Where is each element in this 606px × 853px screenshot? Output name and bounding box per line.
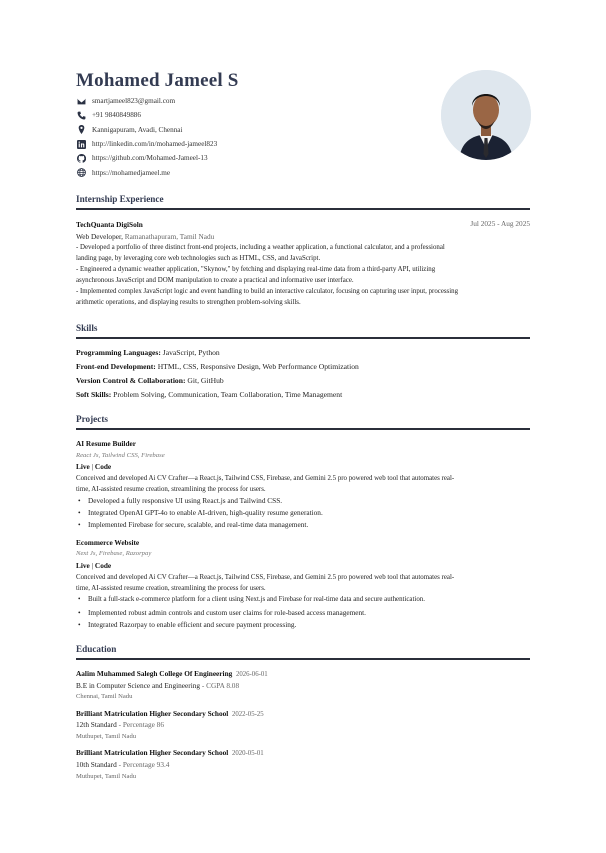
skill-label: Programming Languages: xyxy=(76,348,161,357)
education-place: Chennai, Tamil Nadu xyxy=(76,693,133,700)
linkedin-icon xyxy=(76,139,86,149)
email-icon xyxy=(76,96,86,106)
education-score: CGPA 8.08 xyxy=(206,681,240,690)
section-title-skills: Skills xyxy=(76,323,98,333)
contact-text: https://github.com/Mohamed-Jameel-13 xyxy=(92,154,208,163)
project-code-link[interactable]: Code xyxy=(94,561,112,570)
internship-company: TechQuanta DigiSoln xyxy=(76,220,143,229)
contact-text: http://linkedin.com/in/mohamed-jameel823 xyxy=(92,140,218,149)
skill-row xyxy=(76,375,224,386)
bullet-text: Built a full-stack e-commerce platform for a client using Next.js and Firebase for real-time data and secure authentication. xyxy=(88,596,425,603)
project-live-link[interactable]: Live xyxy=(76,462,90,471)
contact-website[interactable] xyxy=(76,165,217,179)
section-divider xyxy=(76,337,530,339)
internship-role-line: Web Developer, Ramanathapuram, Tamil Nadu xyxy=(76,232,215,241)
link-separator: | xyxy=(91,561,94,570)
bullet-text: Integrated OpenAI GPT-4o to enable AI-driven, high-quality resume generation. xyxy=(88,508,323,517)
contact-text: Kannigapuram, Avadi, Chennai xyxy=(92,125,183,134)
skill-row xyxy=(76,347,220,358)
education-date: 2022-05-25 xyxy=(231,711,264,718)
skill-label: Version Control & Collaboration: xyxy=(76,376,186,385)
project-live-link[interactable]: Live xyxy=(76,561,90,570)
contact-location xyxy=(76,123,217,137)
contact-linkedin[interactable] xyxy=(76,137,217,151)
internship-line: - Developed a portfolio of three distinct front-end projects, including a weather application, a functional calculator, and a professional xyxy=(76,244,445,251)
skill-row xyxy=(76,389,342,400)
contact-text: smartjameel823@gmail.com xyxy=(92,97,176,106)
project-title: AI Resume Builder xyxy=(76,439,136,448)
education-school: Brilliant Matriculation Higher Secondary School xyxy=(76,748,229,757)
internship-role: Web Developer xyxy=(76,232,122,241)
skill-value: JavaScript, Python xyxy=(162,348,220,357)
bullet-text: Developed a fully responsive UI using React.js and Tailwind CSS. xyxy=(88,496,283,505)
education-degree-line: 10th Standard - Percentage 93.4 xyxy=(76,760,170,769)
skill-value: Problem Solving, Communication, Team Collaboration, Time Management xyxy=(113,390,343,399)
education-school: Brilliant Matriculation Higher Secondary School xyxy=(76,709,229,718)
section-title-education: Education xyxy=(76,644,117,654)
bullet-text: Integrated Razorpay to enable efficient and secure payment processing. xyxy=(88,620,297,629)
education-degree: 12th Standard xyxy=(76,720,117,729)
section-title-internship: Internship Experience xyxy=(76,194,164,204)
skill-row xyxy=(76,361,359,372)
education-date: 2026-06-01 xyxy=(235,671,268,678)
contact-list xyxy=(76,94,217,180)
contact-text: https://mohamedjameel.me xyxy=(92,168,171,177)
education-degree: 10th Standard xyxy=(76,760,117,769)
project-links xyxy=(76,560,111,571)
bullet-text: Implemented robust admin controls and custom user claims for role-based access management. xyxy=(88,608,367,617)
education-degree: B.E in Computer Science and Engineering xyxy=(76,681,201,690)
section-divider xyxy=(76,658,530,660)
education-entry xyxy=(76,747,264,759)
project-tech: React Js, Tailwind CSS, Firebase xyxy=(76,452,165,459)
internship-line: arithmetic operations, and displaying results to strengthen problem-solving skills. xyxy=(76,299,301,306)
education-score: Percentage 86 xyxy=(122,720,164,729)
project-code-link[interactable]: Code xyxy=(94,462,112,471)
section-divider xyxy=(76,208,530,210)
phone-icon xyxy=(76,110,86,120)
education-place: Muthupet, Tamil Nadu xyxy=(76,733,137,740)
project-tech: Next Js, Firebase, Razorpay xyxy=(76,550,152,557)
resume-name: Mohamed Jameel S xyxy=(76,70,239,91)
internship-line: - Implemented complex JavaScript logic and event handling to build an interactive calculator, focusing on capturing user input, processing xyxy=(76,288,459,295)
github-icon xyxy=(76,153,86,163)
section-title-projects: Projects xyxy=(76,414,108,424)
skill-label: Front-end Development: xyxy=(76,362,156,371)
globe-icon xyxy=(76,168,86,178)
contact-email[interactable] xyxy=(76,94,217,108)
education-degree-line: B.E in Computer Science and Engineering - CGPA 8.08 xyxy=(76,681,240,690)
link-separator: | xyxy=(91,462,94,471)
project-description: time, AI-assisted resume creation, streamlining the process for users. xyxy=(76,585,266,592)
education-score: Percentage 93.4 xyxy=(122,760,170,769)
project-description: time, AI-assisted resume creation, streamlining the process for users. xyxy=(76,486,266,493)
skill-value: HTML, CSS, Responsive Design, Web Performance Optimization xyxy=(157,362,359,371)
contact-phone[interactable] xyxy=(76,108,217,122)
education-degree-line: 12th Standard - Percentage 86 xyxy=(76,720,164,729)
education-date: 2020-05-01 xyxy=(231,750,264,757)
location-icon xyxy=(76,125,86,135)
skill-value: Git, GitHub xyxy=(187,376,224,385)
contact-github[interactable] xyxy=(76,151,217,165)
section-divider xyxy=(76,428,530,430)
bullet-text: Implemented Firebase for secure, scalable, and real-time data management. xyxy=(88,520,309,529)
skill-label: Soft Skills: xyxy=(76,390,112,399)
contact-text: +91 9840849886 xyxy=(92,111,141,120)
education-school: Aalim Muhammed Salegh College Of Engineering xyxy=(76,669,233,678)
internship-line: - Engineered a dynamic weather application, "Skynow," by fetching and displaying real-time data from a third-party API, utilizing xyxy=(76,266,436,273)
education-entry xyxy=(76,668,268,680)
project-title: Ecommerce Website xyxy=(76,538,140,547)
project-links xyxy=(76,461,111,472)
internship-location: Ramanathapuram, Tamil Nadu xyxy=(124,232,215,241)
project-description: Conceived and developed Ai CV Crafter—a React.js, Tailwind CSS, Firebase, and Gemini 2.5 pro powered web tool that automates real- xyxy=(76,475,455,482)
education-place: Muthupet, Tamil Nadu xyxy=(76,773,137,780)
project-description: Conceived and developed Ai CV Crafter—a React.js, Tailwind CSS, Firebase, and Gemini 2.5 pro powered web tool that automates real- xyxy=(76,574,455,581)
profile-photo xyxy=(441,70,531,160)
internship-line: landing page, by leveraging core web technologies such as HTML, CSS, and JavaScript. xyxy=(76,255,321,262)
internship-line: asynchronous JavaScript and DOM manipulation to create a practical and informative user interface. xyxy=(76,277,354,284)
internship-dates: Jul 2025 - Aug 2025 xyxy=(470,219,530,228)
